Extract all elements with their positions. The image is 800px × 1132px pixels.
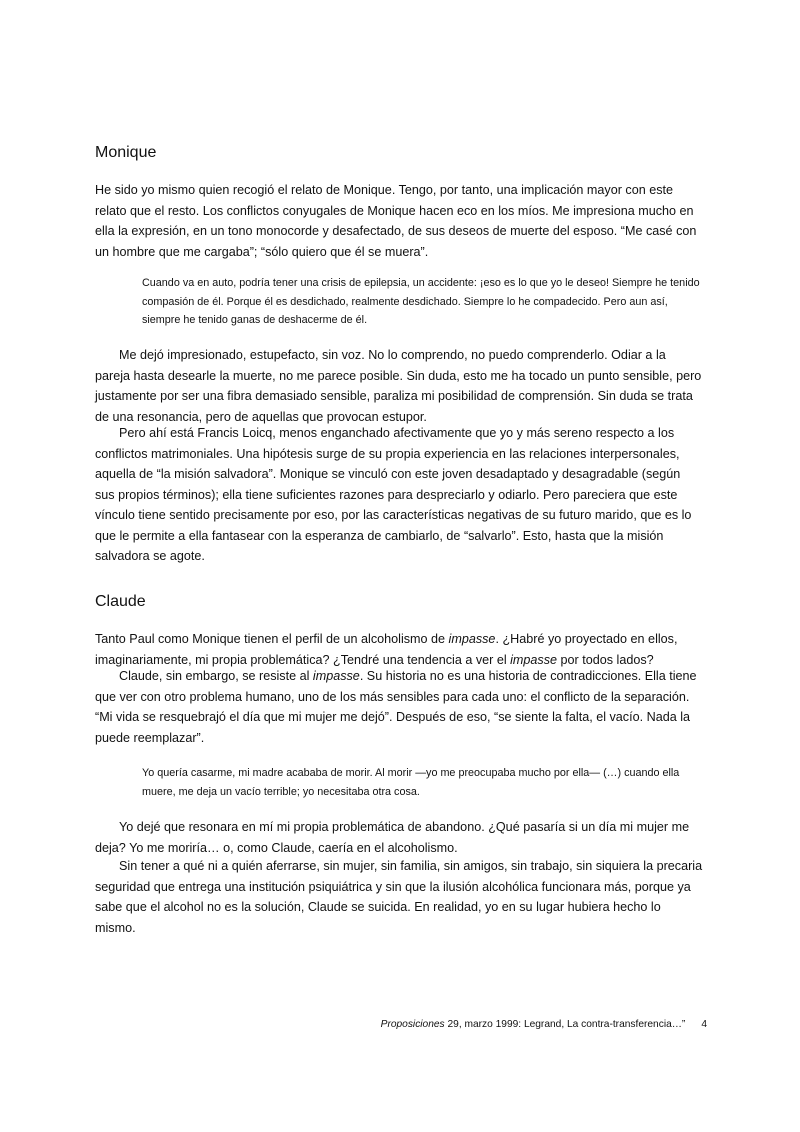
block-quote-claude: Yo quería casarme, mi madre acababa de morir. Al morir —yo me preocupaba mucho por ella— (…) cuando ella muere, me deja un vacío terrible; yo necesitaba otra cosa. [142, 767, 680, 798]
paragraph-claude-4: Sin tener a qué ni a quién aferrarse, sin mujer, sin familia, sin amigos, sin trabajo, sin siquiera la precaria seguridad que entrega una institución psiquiátrica y sin que la ilusión alcohólica funcionara más, porque ya sabe que el alcohol no es la solución, Claude se suicida. En realidad, yo en su lugar hubiera hecho lo mismo. [95, 859, 703, 935]
page-footer [95, 1019, 707, 1030]
text-run: por todos lados? [557, 652, 654, 667]
paragraph-claude-2 [95, 666, 703, 748]
text-run: Tanto Paul como Monique tienen el perfil de un alcoholismo de [95, 632, 449, 646]
block-quote-monique: Cuando va en auto, podría tener una crisis de epilepsia, un accidente: ¡eso es lo que yo le deseo! Siempre he tenido compasión de él. Porque él es desdichado, realmente desdichado. Siempre lo he compadecido. Pero aun así, siempre he tenido ganas de deshacerme de él. [142, 277, 700, 326]
text-run: . Su historia no es una historia de contradicciones. Ella tiene que ver con otro problema humano, uno de los más sensibles para cada uno: el conflicto de la separación. “Mi vida se resquebrajó el día que mi mujer me dejó”. Después de eso, “se siente la falta, el vacío. Nada la puede reemplazar”. [95, 669, 697, 745]
emphasis-impasse: impasse [448, 632, 496, 646]
page-number: 4 [701, 1019, 707, 1030]
paragraph-claude-3: Yo dejé que resonara en mí mi propia problemática de abandono. ¿Qué pasaría si un día mi mujer me deja? Yo me moriría… o, como Claude, caería en el alcoholismo. [95, 820, 690, 855]
footer-citation: 29, marzo 1999: Legrand, La contra-transferencia…” [444, 1019, 686, 1030]
journal-title: Proposiciones [380, 1019, 445, 1030]
emphasis-impasse: impasse [312, 669, 360, 683]
paragraph-monique-3: Pero ahí está Francis Loicq, menos enganchado afectivamente que yo y más sereno respecto a los conflictos matrimoniales. Una hipótesis surge de su propia experiencia en las relaciones interpersonales, aquella de “la misión salvadora”. Monique se vinculó con este joven desadaptado y desagradable (según sus propios términos); ella tiene suficientes razones para despreciarlo y odiarlo. Pero pareciera que este vínculo tiene sentido precisamente por eso, por las características negativas de su futuro marido, que es lo que le permite a ella fantasear con la esperanza de cambiarlo, de “salvarlo”. Esto, hasta que la misión salvadora se agote. [95, 426, 692, 563]
paragraph-claude-1 [95, 629, 703, 670]
text-run: . ¿Habré yo proyectado en ellos, imaginariamente, mi propia problemática? ¿Tendré una tendencia a ver el [95, 632, 678, 667]
section-heading-claude: Claude [95, 593, 146, 610]
text-run: Claude, sin embargo, se resiste al [119, 669, 313, 683]
emphasis-impasse: impasse [510, 652, 558, 667]
section-heading-monique: Monique [95, 144, 157, 161]
paragraph-monique-1: He sido yo mismo quien recogió el relato de Monique. Tengo, por tanto, una implicación mayor con este relato que el resto. Los conflictos conyugales de Monique hacen eco en los míos. Me impresiona mucho en ella la expresión, en un tono monocorde y desafectado, de sus deseos de muerte del esposo. “Me casé con un hombre que me cargaba”; “sólo quiero que él se muera”. [95, 183, 697, 259]
paragraph-monique-2: Me dejó impresionado, estupefacto, sin voz. No lo comprendo, no puedo comprenderlo. Odiar a la pareja hasta desearle la muerte, no me parece posible. Sin duda, esto me ha tocado un punto sensible, pero justamente por ser una fibra demasiado sensible, paraliza mi posibilidad de comprensión. Sin duda se trata de una resonancia, pero de aquellas que provocan estupor. [95, 348, 702, 424]
